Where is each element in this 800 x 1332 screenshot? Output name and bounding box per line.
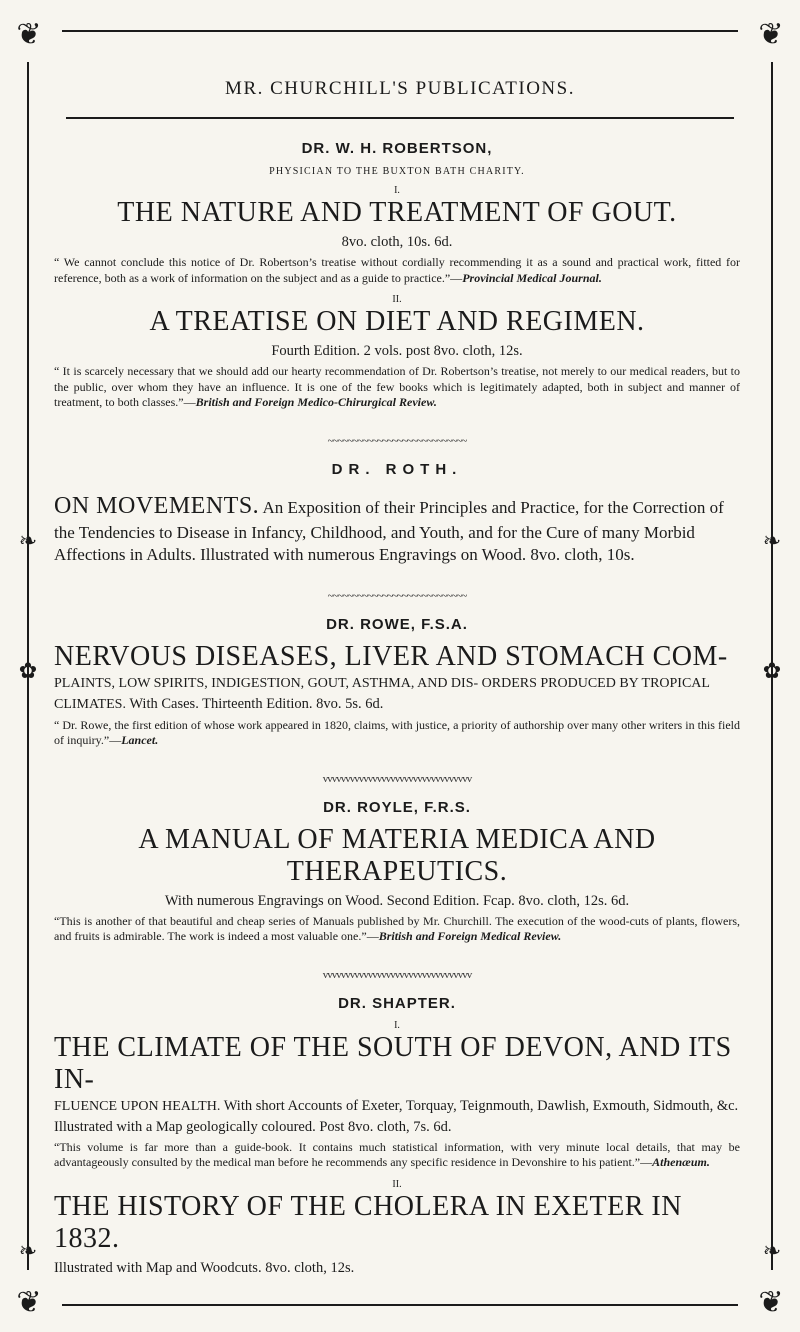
side-ornament-icon: ✿ <box>18 658 38 683</box>
review-quote <box>54 1140 740 1171</box>
work-title: THE HISTORY OF THE CHOLERA IN EXETER IN 1832. <box>54 1190 682 1254</box>
review-source: Athenæum. <box>652 1155 710 1169</box>
running-title: MR. CHURCHILL'S PUBLICATIONS. <box>225 78 575 99</box>
work-numeral: I. <box>394 185 400 196</box>
review-source: Provincial Medical Journal. <box>462 270 602 285</box>
author-name: DR. ROWE, F.S.A. <box>326 615 468 633</box>
review-text: “ Dr. Rowe, the first edition of whose work appeared in 1820, claims, with justice, a priority of authorship over many other writers in this field of inquiry.”— <box>54 717 740 747</box>
work-title: A TREATISE ON DIET AND REGIMEN. <box>149 306 645 337</box>
entry-royle <box>54 799 740 945</box>
review-text: “This is another of that beautiful and cheap series of Manuals published by Mr. Churchill. The execution of the wood-cuts of plants, flowers, and fruits is admirable. The work is indeed a most valuable one.”— <box>54 913 740 943</box>
entry-shapter <box>54 995 740 1278</box>
author-name: DR. ROYLE, F.R.S. <box>323 798 471 816</box>
review-source: British and Foreign Medico-Chirurgical Review. <box>195 395 437 409</box>
review-source: Lancet. <box>121 733 159 747</box>
review-source: British and Foreign Medical Review. <box>378 929 562 943</box>
header-divider-rule <box>66 117 734 119</box>
work-edition: With Cases. Thirteenth Edition. 8vo. 5s. 6d. <box>129 695 384 712</box>
side-ornament-icon: ❧ <box>18 1238 38 1263</box>
work-listing <box>54 490 740 566</box>
work-title-continued: PLAINTS, LOW SPIRITS, INDIGESTION, GOUT, ASTHMA, AND DIS- ORDERS PRODUCED BY TROPICAL CLIMATES. <box>54 675 710 712</box>
review-text: “ We cannot conclude this notice of Dr. Robertson’s treatise without cordially recommending it as a sound and practical work, fitted for reference, both as a work of information on the subject and as a guide to practice.”— <box>54 255 740 285</box>
catalogue-content <box>54 140 740 1278</box>
entry-robertson <box>54 140 740 411</box>
work-numeral: II. <box>392 294 402 305</box>
side-ornament-icon: ✿ <box>762 658 782 683</box>
top-border-rule <box>62 30 738 32</box>
work-detail: 8vo. cloth, 10s. 6d. <box>341 234 453 250</box>
work-numeral: II. <box>392 1178 402 1190</box>
author-name: DR. SHAPTER. <box>338 994 456 1012</box>
work-detail: Fourth Edition. 2 vols. post 8vo. cloth, 12s. <box>271 343 523 359</box>
entry-roth <box>54 461 740 566</box>
corner-ornament-icon: ❦ <box>758 18 784 51</box>
corner-ornament-icon: ❦ <box>758 1286 784 1319</box>
work-title: THE CLIMATE OF THE SOUTH OF DEVON, AND ITS IN- <box>54 1031 732 1095</box>
side-ornament-icon: ❧ <box>18 528 38 553</box>
review-quote <box>54 255 740 286</box>
work-detail <box>54 1096 740 1137</box>
section-divider: ~~~~~~~~~~~~~~~~~~~~~~~~~~~~ <box>327 589 467 602</box>
section-divider: ~~~~~~~~~~~~~~~~~~~~~~~~~~~~ <box>327 434 467 447</box>
bottom-border-rule <box>62 1304 738 1306</box>
work-detail: Illustrated with Map and Woodcuts. 8vo. cloth, 12s. <box>54 1259 355 1276</box>
work-detail <box>54 673 740 715</box>
review-text: “ It is scarcely necessary that we should add our hearty recommendation of Dr. Robertson’s treatise, not merely to our medical readers, but to the public, over whom they have an influence. It is one of the few books which is legitimately adapted, both in subject and manner of treatment, to both classes.”— <box>54 364 740 409</box>
work-detail: With numerous Engravings on Wood. Second Edition. Fcap. 8vo. cloth, 12s. 6d. <box>164 892 630 909</box>
work-title-continued: FLUENCE UPON HEALTH. <box>54 1098 221 1114</box>
work-title: A MANUAL OF MATERIA MEDICA AND THERAPEUTICS. <box>138 823 656 887</box>
work-description: With short Accounts of Exeter, Torquay, Teignmouth, Dawlish, Exmouth, Sidmouth, &c. Illustrated with a Map geologically coloured. Post 8vo. cloth, 7s. 6d. <box>54 1097 739 1135</box>
entry-rowe <box>54 616 740 749</box>
side-ornament-icon: ❧ <box>762 1238 782 1263</box>
corner-ornament-icon: ❦ <box>16 18 42 51</box>
work-title: ON MOVEMENTS. <box>54 492 260 519</box>
author-role: PHYSICIAN TO THE BUXTON BATH CHARITY. <box>269 166 525 177</box>
section-divider: vvvvvvvvvvvvvvvvvvvvvvvvvvvvvvvvv <box>322 968 472 981</box>
review-quote <box>54 364 740 411</box>
section-divider: vvvvvvvvvvvvvvvvvvvvvvvvvvvvvvvvv <box>322 772 472 785</box>
review-quote <box>54 914 740 945</box>
author-name: DR. ROTH. <box>331 460 463 478</box>
work-description: An Exposition of their Principles and Practice, for the Correction of the Tendencies to Disease in Infancy, Childhood, and Youth, and for the Cure of many Morbid Affections in Adults. Illustrated with numerous Engravings on Wood. 8vo. cloth, 10s. <box>54 497 724 564</box>
work-numeral: I. <box>394 1019 400 1031</box>
author-name: DR. W. H. ROBERTSON, <box>301 140 493 157</box>
review-text: “This volume is far more than a guide-book. It contains much statistical information, with very minute local details, that may be advantageously consulted by the medical man before he recommends any specific residence in Devonshire to his patient.”— <box>54 1139 740 1169</box>
work-title: NERVOUS DISEASES, LIVER AND STOMACH COM- <box>54 640 728 672</box>
corner-ornament-icon: ❦ <box>16 1286 42 1319</box>
work-title: THE NATURE AND TREATMENT OF GOUT. <box>117 197 677 228</box>
review-quote <box>54 718 740 749</box>
side-ornament-icon: ❧ <box>762 528 782 553</box>
